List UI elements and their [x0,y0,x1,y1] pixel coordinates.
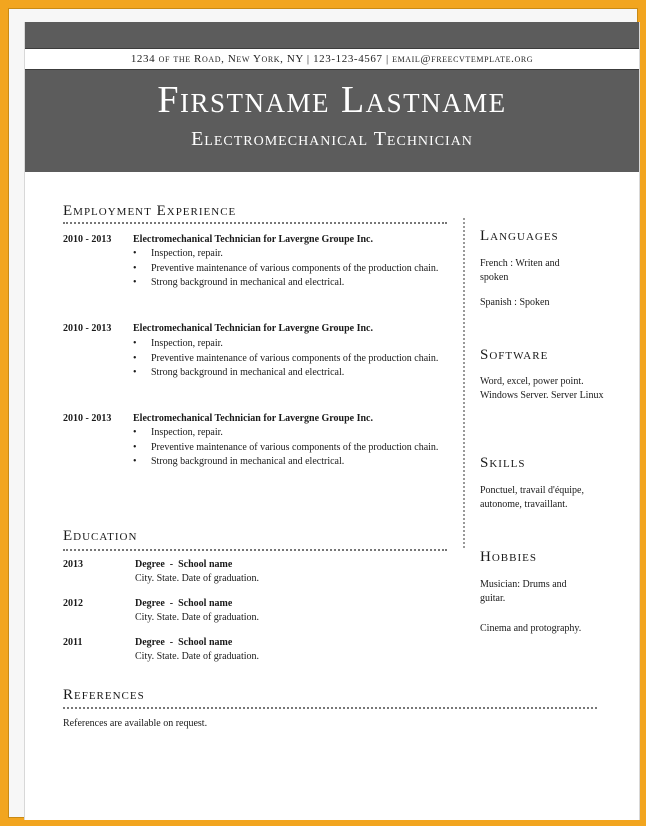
edu-3-year: 2011 [63,637,83,648]
language-item: French : Writen and spoken [480,258,560,283]
list-item: • Inspection, repair. [133,338,223,349]
list-item: • Preventive maintenance of various components of the production chain. [133,352,439,364]
job-3-title: Electromechanical Technician for Lavergne Groupe Inc. [133,413,373,424]
list-item: • Strong background in mechanical and electrical. [133,456,345,467]
languages-heading: Languages [480,228,559,244]
education-heading: Education [63,528,138,544]
hobby-item: Musician: Drums and guitar. [480,579,567,604]
list-item: • Strong background in mechanical and electrical. [133,277,345,288]
hobbies-heading: Hobbies [480,549,537,565]
skills-heading: Skills [480,455,526,471]
language-item: Spanish : Spoken [480,297,550,308]
name-banner [25,70,639,172]
job-title: Electromechanical Technician [191,128,473,150]
edu-2-detail: City. State. Date of graduation. [135,612,260,623]
job-1-bullets [133,247,453,291]
software-text: Word, excel, power point. Windows Server. Server Linux [480,376,604,401]
edu-3-degree: Degree - School name [135,637,233,648]
education-rule [63,549,447,551]
list-item: • Preventive maintenance of various components of the production chain. [133,262,439,274]
hobby-item: Cinema and protography. [480,623,582,634]
references-rule [63,707,597,709]
job-3-bullets [133,426,453,470]
job-1-years: 2010 - 2013 [63,234,112,245]
software-heading: Software [480,347,549,363]
full-name: Firstname Lastname [157,79,507,121]
edu-2-degree: Degree - School name [135,598,233,609]
skills-text: Ponctuel, travail d'équipe, autonome, travaillant. [480,485,584,510]
list-item: • Strong background in mechanical and electrical. [133,367,345,378]
references-heading: References [63,687,145,703]
edu-1-degree: Degree - School name [135,559,233,570]
employment-rule [63,222,447,224]
list-item: • Inspection, repair. [133,427,223,438]
employment-heading: Employment Experience [63,203,237,219]
job-1-title: Electromechanical Technician for Lavergne Groupe Inc. [133,234,373,245]
edu-1-year: 2013 [63,559,83,570]
list-item: • Preventive maintenance of various components of the production chain. [133,441,439,453]
edu-3-detail: City. State. Date of graduation. [135,651,260,662]
list-item: • Inspection, repair. [133,248,223,259]
job-2-bullets [133,337,453,381]
document-frame [8,8,638,818]
job-2-title: Electromechanical Technician for Lavergne Groupe Inc. [133,323,373,334]
contact-line: 1234 of the Road, New York, NY | 123-123-4567 | email@freecvtemplate.org [25,48,639,70]
job-3-years: 2010 - 2013 [63,413,112,424]
job-2-years: 2010 - 2013 [63,323,112,334]
column-divider [463,218,465,548]
edu-1-detail: City. State. Date of graduation. [135,573,260,584]
top-band [25,22,639,48]
resume-page [24,22,640,820]
references-text: References are available on request. [63,718,208,729]
edu-2-year: 2012 [63,598,83,609]
